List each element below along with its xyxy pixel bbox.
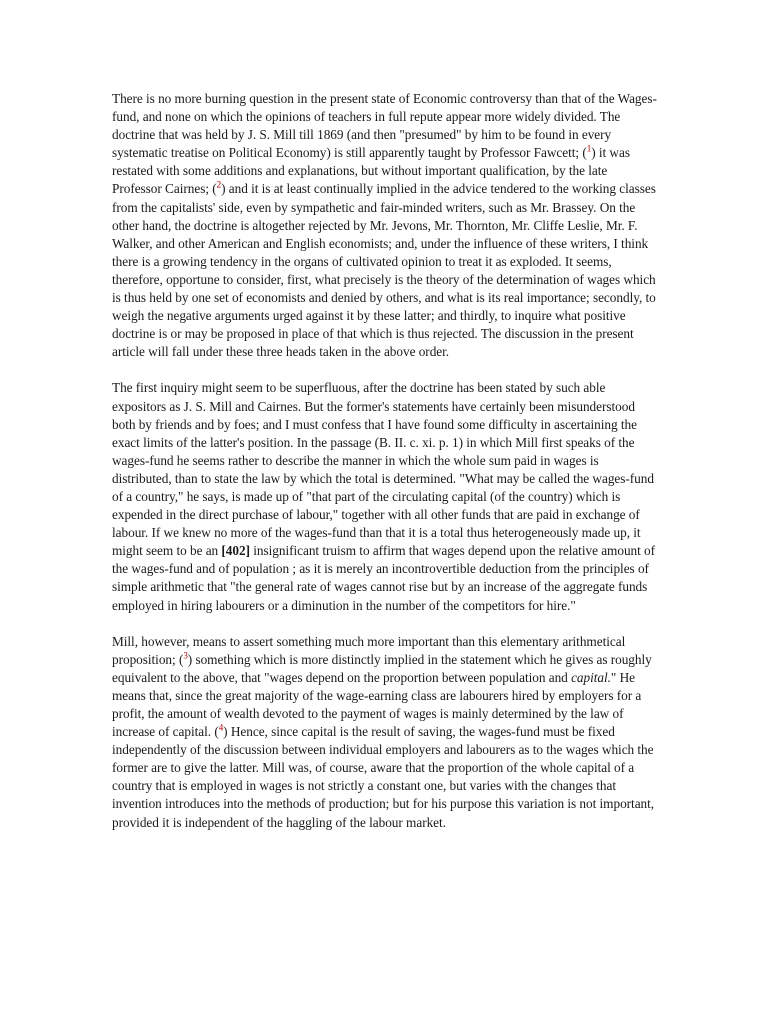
text-segment: " He means that, since the great majority of the wage-earning class are labourers hired by employers for a profit, the amount of wealth devoted to the payment of wages is mainly determined by the law of increase of capital. (112, 669, 642, 740)
text-segment: The first inquiry might seem to be superfluous, after the doctrine has been stated by such able expositors as J. S. Mill and Cairnes. But the former's statements have certainly been misunderstood both by friends and by foes; and I must confess that I have found some difficulty in ascertaining the exact limits of the latter's position. In the passage (B. II. c. xi. p. 1) in which Mill first speaks of the wages-fund he seems rather to describe the manner in which the whole sum paid in wages is distributed, than to state the law by which the total is determined. "What may be called the wages-fund of a country," he says, is made up of "that part of the circulating capital (of the country) which is expended in the direct purchase of labour," together with all other funds that are paid in exchange of labour. If we knew no more of the wages-fund than that it is a total thus heterogeneously made up, it might seem to be an (112, 380, 654, 559)
text-segment: something which is more distinctly implied in the statement which he gives as roughly equivalent to the above, that "wages depend on the proportion between population and (112, 651, 652, 685)
text-segment: There is no more burning question in the present state of Economic controversy than that of the Wages-fund, and none on which the opinions of teachers in full repute appear more widely divided. The doctrine that was held by J. S. Mill till 1869 (and then "presumed" by him to be found in every systematic treatise on Political Economy) is still apparently taught by Professor Fawcett; (112, 91, 657, 161)
text-segment: and it is at least continually implied in the advice tendered to the working classes from the capitalists' side, even by sympathetic and fair-minded writers, such as Mr. Brassey. On the other hand, the doctrine is altogether rejected by Mr. Jevons, Mr. Thornton, Mr. Cliffe Leslie, Mr. F. Walker, and other American and English economists; and, under the influence of these writers, I think there is a growing tendency in the organs of cultivated opinion to treat it as exploded. It seems, therefore, opportune to consider, first, what precisely is the theory of the determination of wages which is thus held by one set of economists and denied by others, and what is its real importance; secondly, to weigh the negative arguments urged against it by these latter; and thirdly, to inquire what positive doctrine is or may be proposed in place of that which is thus rejected. The discussion in the present article will fall under these three heads taken in the above order. (112, 181, 656, 360)
footnote-link-1[interactable]: ($^1$) (582, 143, 596, 161)
italic-text: capital. (571, 669, 611, 685)
footnote-link-2[interactable]: ($^2$) (212, 180, 226, 197)
footnote-link-3[interactable]: ($^3$) (178, 650, 193, 667)
footnote-link-4[interactable]: ($^4$) (214, 722, 228, 740)
paragraph-1 (112, 90, 660, 361)
text-segment: insignificant truism to affirm that wages depend upon the relative amount of the wages-fund and of population ; as it is merely an incontrovertible deduction from the principles of simple arithmetic that "the general rate of wages cannot rise but by an increase of the aggregate funds employed in hiring labourers or a diminution in the number of the competitors for hire." (112, 543, 656, 613)
page-number-marker: [402] (221, 543, 250, 559)
document-page (112, 90, 660, 850)
paragraph-3 (112, 633, 660, 832)
text-segment: Hence, since capital is the result of saving, the wages-fund must be fixed independently of the discussion between individual employers and labourers as to the wages which the former are to give the latter. Mill was, of course, aware that the proportion of the whole capital of a country that is employed in wages is not strictly a constant one, but varies with the changes that invention introduces into the methods of production; but for his purpose this variation is not important, provided it is independent of the haggling of the labour market. (112, 724, 655, 830)
text-segment: Mill, however, means to assert something much more important than this elementary arithmetical proposition; (112, 633, 626, 667)
text-segment: it was restated with some additions and explanations, but without important qualification, by the late Professor Cairnes; (112, 145, 630, 197)
paragraph-2 (112, 379, 660, 614)
